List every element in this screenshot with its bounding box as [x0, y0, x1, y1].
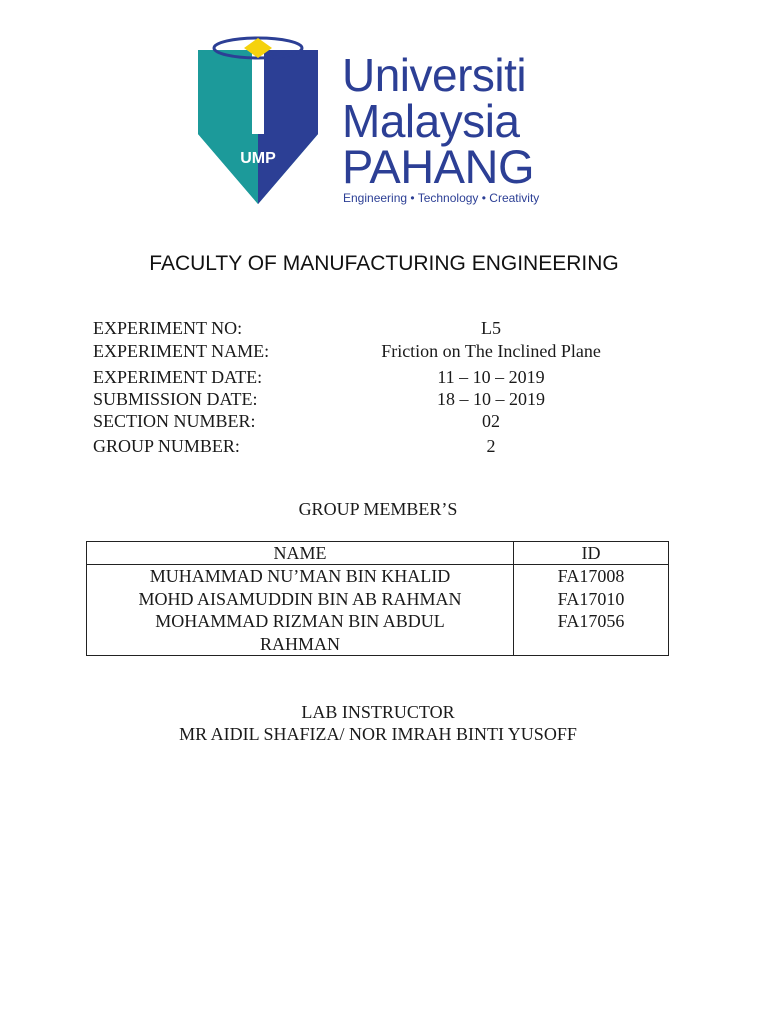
faculty-title: FACULTY OF MANUFACTURING ENGINEERING [149, 252, 619, 275]
university-tagline: Engineering • Technology • Creativity [343, 191, 540, 205]
member-name-continued: RAHMAN [259, 633, 340, 654]
group-number-label: GROUP NUMBER: [93, 436, 240, 456]
member-ids-cell [514, 565, 669, 656]
member-id: FA17008 [557, 566, 625, 586]
members-col-id: ID [514, 542, 669, 565]
members-table-header-row [87, 542, 669, 565]
lab-instructor-heading: LAB INSTRUCTOR [301, 702, 455, 722]
experiment-name-label: EXPERIMENT NAME: [93, 341, 270, 361]
member-name: MOHD AISAMUDDIN BIN AB RAHMAN [138, 588, 462, 609]
submission-date-label: SUBMISSION DATE: [93, 389, 258, 409]
member-id: FA17056 [557, 611, 625, 631]
experiment-no-label: EXPERIMENT NO: [93, 318, 243, 338]
submission-date-value: 18 – 10 – 2019 [437, 389, 545, 409]
member-id: FA17010 [557, 588, 625, 609]
logo-mark-text: UMP [240, 150, 276, 167]
group-members-heading: GROUP MEMBER’S [298, 499, 458, 519]
group-number-value: 2 [486, 436, 496, 456]
lab-instructor-names: MR AIDIL SHAFIZA/ NOR IMRAH BINTI YUSOFF [179, 724, 577, 744]
member-name: MUHAMMAD NU’MAN BIN KHALID [149, 566, 451, 586]
section-number-value: 02 [482, 411, 500, 431]
university-name-line3: PAHANG [342, 140, 534, 193]
member-name: MOHAMMAD RIZMAN BIN ABDUL [155, 611, 445, 631]
experiment-date-label: EXPERIMENT DATE: [93, 367, 263, 387]
experiment-no-value: L5 [481, 318, 501, 338]
university-name-line2: Malaysia [342, 95, 520, 147]
logo-bottom-right [258, 134, 318, 204]
experiment-name-value: Friction on The Inclined Plane [381, 341, 601, 361]
university-name-line1: Universiti [342, 49, 527, 101]
section-number-label: SECTION NUMBER: [93, 411, 256, 431]
members-table [86, 541, 669, 656]
members-table-row [87, 565, 669, 656]
members-col-name: NAME [87, 542, 514, 565]
experiment-date-value: 11 – 10 – 2019 [437, 367, 545, 387]
member-names-cell [87, 565, 514, 656]
